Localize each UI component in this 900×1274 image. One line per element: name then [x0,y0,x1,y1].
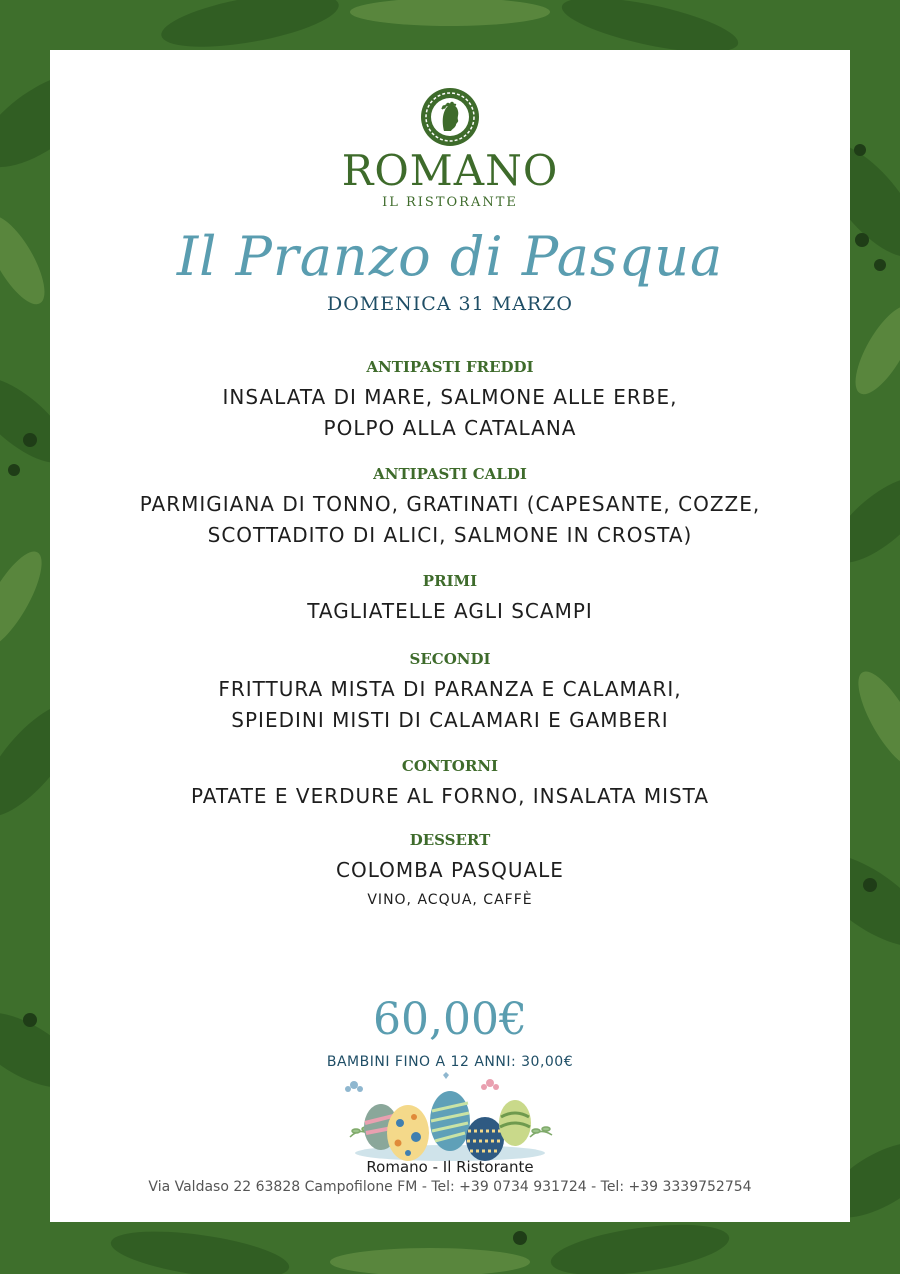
course-item: PATATE E VERDURE AL FORNO, INSALATA MISTA [190,784,710,808]
brand-name: ROMANO [341,146,559,195]
course-item: FRITTURA MISTA DI PARANZA E CALAMARI, [218,677,682,701]
menu-section-antipasti-freddi [50,357,850,444]
course-title: ANTIPASTI FREDDI [366,358,534,376]
course-item: INSALATA DI MARE, SALMONE ALLE ERBE, [222,385,678,409]
menu-price: 60,00€ [373,994,527,1045]
course-item: PARMIGIANA DI TONNO, GRATINATI (CAPESANTE, COZZE, [139,492,761,516]
menu-card [50,50,850,1222]
course-item: SPIEDINI MISTI DI CALAMARI E GAMBERI [231,708,669,732]
children-price-note: BAMBINI FINO A 12 ANNI: 30,00€ [326,1054,574,1070]
footer-restaurant-name: Romano - Il Ristorante [366,1158,534,1176]
course-title: ANTIPASTI CALDI [373,465,527,483]
course-title: DESSERT [409,831,491,849]
course-item: SCOTTADITO DI ALICI, SALMONE IN CROSTA) [207,523,693,547]
menu-section-dessert [50,830,850,886]
course-title: PRIMI [422,572,478,590]
event-title: Il Pranzo di Pasqua [176,225,724,288]
course-title: CONTORNI [401,757,499,775]
menu-section-contorni [50,756,850,812]
event-date: DOMENICA 31 MARZO [326,293,574,315]
course-title: SECONDI [409,650,491,668]
course-item: COLOMBA PASQUALE [336,858,564,882]
menu-section-primi [50,571,850,627]
easter-eggs-icon [340,1065,560,1165]
course-item: TAGLIATELLE AGLI SCAMPI [307,599,593,623]
menu-section-secondi [50,649,850,736]
laurel-head-emblem-icon [420,87,480,147]
course-item: POLPO ALLA CATALANA [323,416,577,440]
footer-address: Via Valdaso 22 63828 Campofilone FM - Tel: +39 0734 931724 - Tel: +39 3339752754 [148,1179,752,1195]
menu-section-antipasti-caldi [50,464,850,551]
brand-subtitle: IL RISTORANTE [382,195,518,210]
menu-extras: VINO, ACQUA, CAFFÈ [367,892,533,908]
